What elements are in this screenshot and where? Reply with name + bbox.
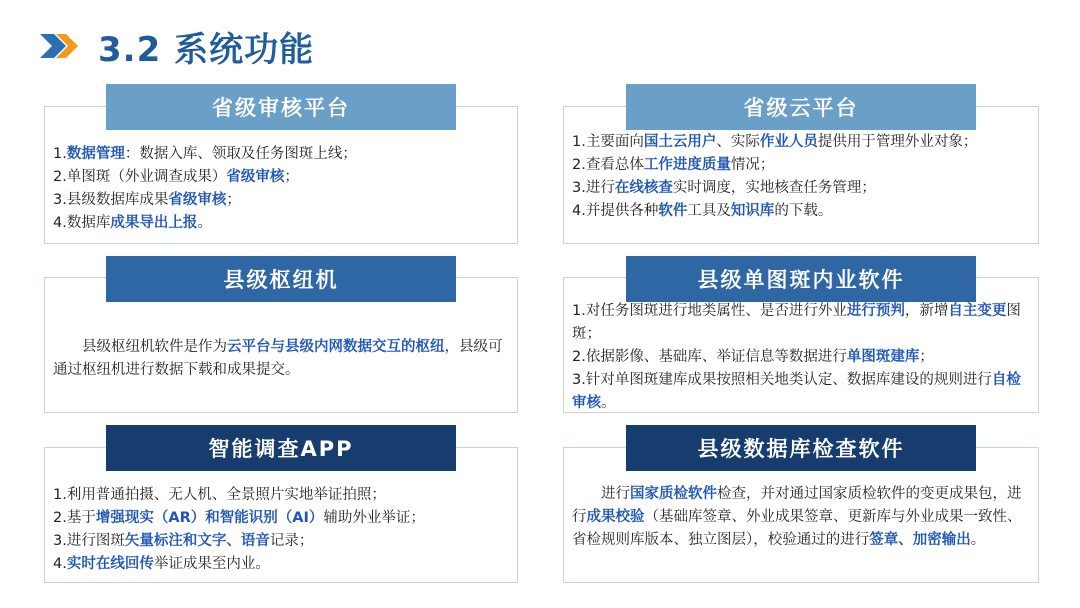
list-item [53,553,509,576]
card-body [572,131,1030,223]
text-segment: 3.进行 [572,180,615,196]
text-segment: 1.对任务图斑进行地类属性、是否进行外业 [572,303,847,319]
highlight-text: 软件 [658,203,688,219]
text-segment: ； [919,349,934,365]
text-segment: 情况； [730,157,775,173]
highlight-text: 进行预判 [846,303,905,319]
list-item [53,143,509,166]
text-segment: 工具及 [687,203,731,219]
highlight-text: 云平台与县级内网数据交互的枢纽 [227,339,445,355]
text-segment: ； [284,169,299,185]
text-segment: 2.依据影像、基础库、举证信息等数据进行 [572,349,847,365]
highlight-text: 矢量标注和文字、语音 [124,533,270,549]
highlight-text: 国土云用户 [643,134,717,150]
card-body [572,300,1030,415]
list-item [572,300,1030,346]
text-segment: ； [226,192,241,208]
text-segment: 4.数据库 [53,215,111,231]
text-segment: 。 [970,532,986,548]
highlight-text: 知识库 [730,203,775,219]
text-segment: 举证成果至内业。 [153,556,270,572]
card-title: 智能调查APP [106,425,456,471]
highlight-text: 国家质检软件 [630,486,717,502]
card-body [572,483,1030,552]
highlight-text: 省级审核 [168,192,227,208]
text-segment: 提供用于管理外业对象； [817,134,978,150]
card-title: 省级审核平台 [106,84,456,130]
list-item [53,507,509,530]
text-segment: 。 [197,215,212,231]
text-segment: ，县级可通过枢纽机进行数据下载和成果提交。 [53,339,503,378]
text-segment: 3.进行图斑 [53,533,125,549]
highlight-text: 成果校验 [586,509,645,525]
card-title: 县级单图斑内业软件 [626,256,976,302]
highlight-text: 增强现实（AR）和智能识别（AI） [95,510,324,526]
text-segment: 1. [53,146,67,162]
page-header [40,24,314,68]
text-segment: 辅助外业举证； [323,510,425,526]
text-segment: 4. [53,556,67,572]
card-body [53,143,509,235]
list-item [572,369,1030,415]
highlight-text: 单图斑建库 [846,349,920,365]
page-title: 3.2 系统功能 [98,29,315,70]
list-item [572,131,1030,154]
text-segment: 2.基于 [53,510,96,526]
highlight-text: 省级审核 [226,169,285,185]
card-body [53,484,509,576]
text-segment: 4.并提供各种 [572,203,659,219]
list-item [572,154,1030,177]
highlight-text: 数据管理 [66,146,125,162]
text-segment: 3.县级数据库成果 [53,192,169,208]
text-segment: 1.主要面向 [572,134,644,150]
text-segment: （基础库签章、外业成果签章、更新库与外业成果一致性、省检规则库版本、独立图层），校验通过的进行 [572,509,1022,548]
list-item [53,530,509,553]
text-segment: 、实际 [716,134,760,150]
list-item [53,166,509,189]
text-segment: ：数据入库、领取及任务图斑上线； [124,146,357,162]
highlight-text: 成果导出上报 [110,215,198,231]
card-body [53,336,509,382]
card-title: 县级数据库检查软件 [626,425,976,471]
text-segment: 1.利用普通拍摄、无人机、全景照片实地举证拍照； [53,487,386,503]
highlight-text: 在线核查 [614,180,673,196]
text-segment: 记录； [269,533,314,549]
double-chevron-icon [40,32,80,60]
highlight-text: 自主变更 [948,303,1007,319]
text-segment: 进行 [601,486,630,502]
list-item [572,200,1030,223]
highlight-text: 签章、加密输出 [869,532,971,548]
text-segment: 县级枢纽机软件是作为 [82,339,227,355]
text-segment: 实时调度，实地核查任务管理； [672,180,876,196]
highlight-text: 自检审核 [572,372,1021,411]
card-title: 县级枢纽机 [106,256,456,302]
text-segment: 。 [601,395,616,411]
list-item [572,177,1030,200]
list-item [572,346,1030,369]
text-segment: 2.单图斑（外业调查成果） [53,169,227,185]
card-title: 省级云平台 [626,84,976,130]
text-segment: ，新增 [904,303,949,319]
description-paragraph [53,336,509,382]
description-paragraph [572,483,1030,552]
highlight-text: 实时在线回传 [66,556,154,572]
text-segment: 的下载。 [774,203,833,219]
highlight-text: 作业人员 [759,134,818,150]
list-item [53,212,509,235]
text-segment: 图斑； [572,303,1021,342]
text-segment: 2.查看总体 [572,157,644,173]
list-item [53,189,509,212]
text-segment: 检查，并对通过国家质检软件的变更成果包，进行 [572,486,1022,525]
list-item [53,484,509,507]
highlight-text: 工作进度质量 [643,157,731,173]
text-segment: 3.针对单图斑建库成果按照相关地类认定、数据库建设的规则进行 [572,372,992,388]
